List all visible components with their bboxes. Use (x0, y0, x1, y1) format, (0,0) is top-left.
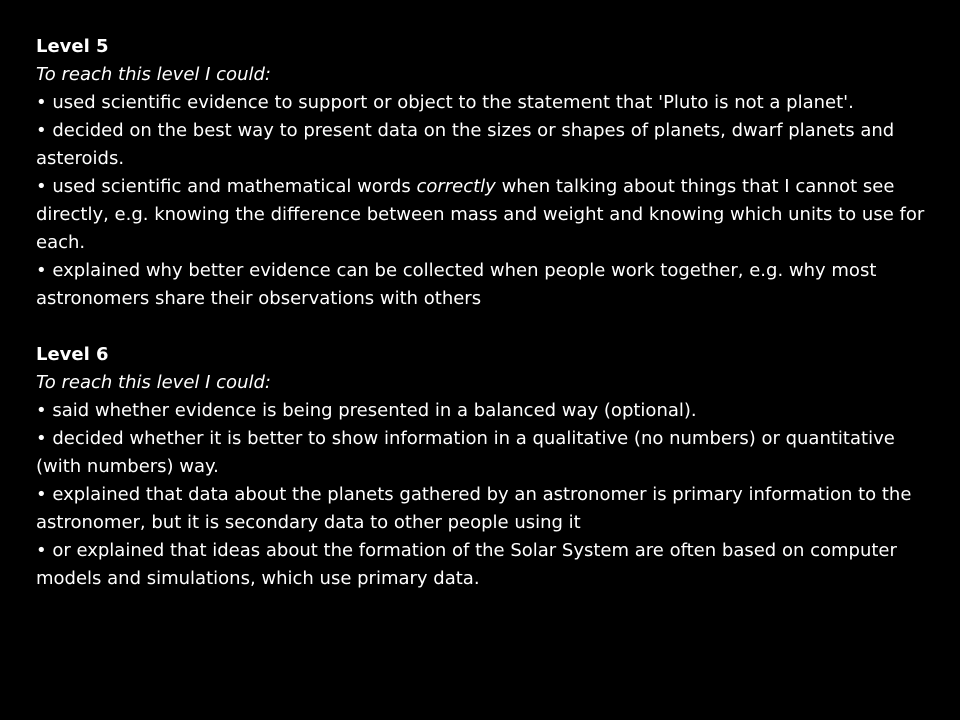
level-6-heading: Level 6 (36, 344, 109, 365)
level-6-bullet-4: • or explained that ideas about the formation of the Solar System are often based on computer models and simulations, which use primary data. (36, 540, 897, 589)
level-6-bullet-2: • decided whether it is better to show information in a qualitative (no numbers) or quantitative (with numbers) way. (36, 428, 895, 477)
level-5-bullet-3-text-end: when talking about things that I cannot see directly, e.g. knowing the difference between mass and weight and knowing which units to use for each. (36, 176, 925, 253)
level-5-section (36, 33, 936, 313)
level-5-bullet-2: • decided on the best way to present data on the sizes or shapes of planets, dwarf planets and asteroids. (36, 120, 895, 169)
slide-content (36, 33, 936, 593)
level-5-bullet-3-emphasis: correctly (416, 176, 496, 197)
level-6-bullet-1: • said whether evidence is being presented in a balanced way (optional). (36, 400, 697, 421)
level-5-bullet-4: • explained why better evidence can be collected when people work together, e.g. why most astronomers share their observations with others (36, 260, 877, 309)
level-6-bullet-3: • explained that data about the planets gathered by an astronomer is primary information to the astronomer, but it is secondary data to other people using it (36, 484, 912, 533)
section-spacer (36, 313, 936, 341)
level-5-bullet-3-text-start: • used scientific and mathematical words (36, 176, 417, 197)
level-5-heading: Level 5 (36, 36, 109, 57)
level-5-subheading: To reach this level I could: (36, 64, 271, 85)
level-6-subheading: To reach this level I could: (36, 372, 271, 393)
level-5-bullet-1: • used scientific evidence to support or object to the statement that 'Pluto is not a planet'. (36, 92, 854, 113)
level-5-bullet-3 (36, 173, 936, 257)
level-6-section (36, 341, 936, 593)
